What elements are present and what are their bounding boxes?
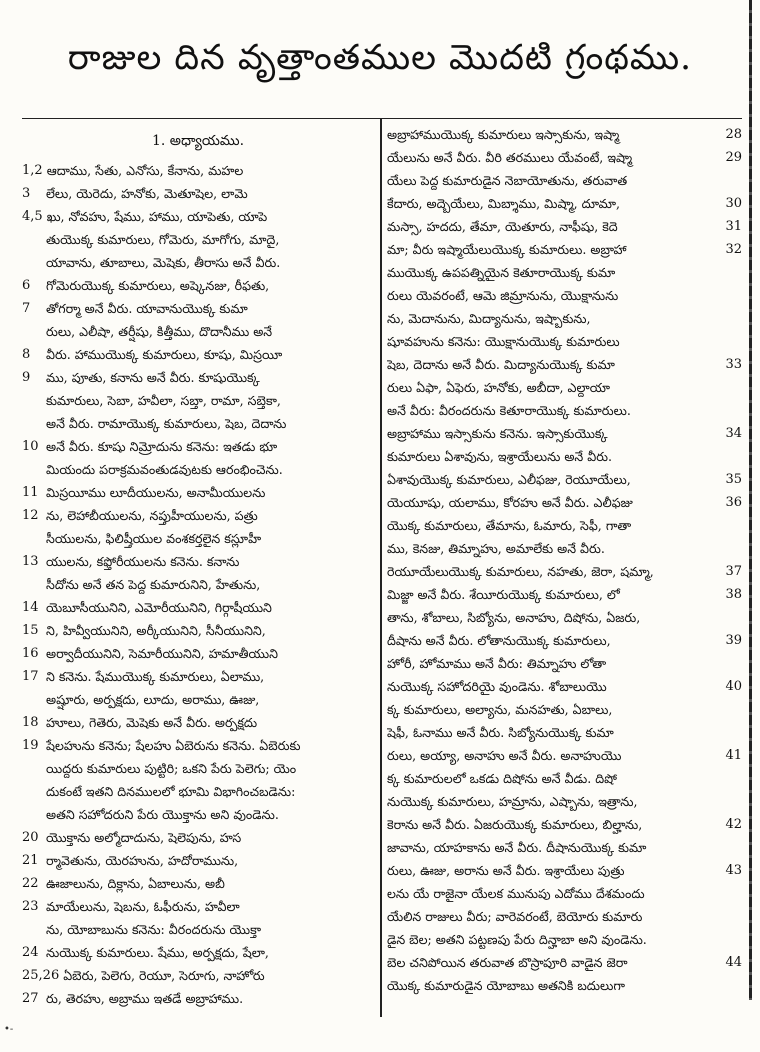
verse-line [22, 734, 374, 757]
verse-line [22, 849, 374, 872]
verse-number: 30 [725, 196, 742, 211]
verse-number: 17 [22, 669, 39, 684]
right-column [387, 123, 742, 997]
verse-line [387, 146, 742, 169]
verse-text: తుయొక్క కుమారులు, గోమెరు, మాగోగు, మాదై, [46, 232, 280, 247]
verse-number: 31 [725, 219, 742, 234]
verse-line [22, 872, 374, 895]
verse-number: 11 [22, 485, 39, 500]
verse-text: క్క కుమారులు, అల్యాను, మనహతు, ఏబాలు, [387, 702, 613, 717]
verse-line [387, 928, 742, 951]
verse-line [387, 606, 742, 629]
verse-number [724, 698, 742, 721]
verse-text: హోరీ, హోమాము అనే వీరు: తిమ్నాహు లోతా [387, 656, 607, 671]
verse-line [22, 642, 374, 665]
verse-number: 25,26 [22, 968, 60, 983]
verse-number [22, 918, 42, 941]
verse-text: ర్మావెతును, యెరహును, హదోరామును, [46, 853, 239, 868]
verse-number [22, 688, 42, 711]
verse-number: 20 [22, 830, 39, 845]
verse-text: అబ్రాహాము ఇస్సాకును కనెను. ఇస్సాకుయొక్క [387, 426, 608, 441]
verse-number: 8 [22, 347, 31, 362]
verse-number: 19 [22, 738, 39, 753]
verse-line [387, 698, 742, 721]
verse-text: ని కనెను. షేముయొక్క కుమారులు, ఏలాము, [46, 669, 265, 684]
verse-text: క్క కుమారులలో ఒకడు దిషోను అనే వీడు. దిషో [387, 771, 617, 786]
verse-line [387, 813, 742, 836]
verse-text: అనే వీరు. కూషు నిమ్రోదును కనెను: ఇతడు భూ [46, 439, 278, 454]
verse-text: కుమారులు ఏశావును, ఇశ్రాయేలును అనే వీరు. [387, 449, 613, 464]
verse-line [387, 261, 742, 284]
verse-line [387, 882, 742, 905]
verse-text: సీయులను, ఫిలిష్తీయుల వంశకర్తలైన కస్లూహీ [46, 531, 262, 546]
verse-line [387, 445, 742, 468]
verse-line [387, 836, 742, 859]
verse-line [22, 159, 374, 182]
verse-number: 3 [22, 186, 31, 201]
verse-text: ఏశావుయొక్క కుమారులు, ఎలీఫజు, రెయూయేలు, [387, 472, 631, 487]
verse-line [387, 399, 742, 422]
verse-line [22, 527, 374, 550]
verse-text: వీరు. హాముయొక్క కుమారులు, కూషు, మిస్రయీ [46, 347, 283, 362]
verse-line [387, 330, 742, 353]
verse-number: 23 [22, 899, 39, 914]
verse-text: షూవహును కనెను: యొక్షానుయొక్క కుమారులు [387, 334, 620, 349]
verse-number [724, 330, 742, 353]
verse-text: యెయూషు, యలాము, కోరహు అనే వీరు. ఎలీఫజు [387, 495, 633, 510]
verse-number [22, 757, 42, 780]
verse-number: 40 [725, 679, 742, 694]
verse-number [724, 905, 742, 928]
verse-number [724, 537, 742, 560]
verse-line [22, 964, 374, 987]
verse-line [387, 583, 742, 606]
verse-line [387, 859, 742, 882]
verse-line [387, 560, 742, 583]
verse-text: యేలును అనే వీరు. వీరి తరములు యేవంటే, ఇష్మా [387, 150, 633, 165]
verse-text: యావాను, తూబాలు, మెషెకు, తీరాసు అనే వీరు. [46, 255, 281, 270]
verse-number [22, 389, 42, 412]
verse-number [22, 228, 42, 251]
verse-text: లేలు, యెరెదు, హనోకు, మెతూషెల, లామె [46, 186, 248, 201]
verse-line [22, 182, 374, 205]
verse-number [724, 261, 742, 284]
verse-line [387, 468, 742, 491]
verse-line [22, 918, 374, 941]
verse-number: 33 [725, 357, 742, 372]
verse-text: అర్వాదీయునిని, సెమారీయునిని, హమాతీయుని [46, 646, 278, 661]
verse-number [724, 767, 742, 790]
verse-text: దుకంటే ఇతని దినములలో భూమి విభాగించబడెను: [46, 784, 296, 799]
verse-text: షెబ, దెదాను అనే వీరు. మిద్యానుయొక్క కుమా [387, 357, 615, 372]
verse-line [22, 481, 374, 504]
verse-number: 6 [22, 278, 31, 293]
verse-text: ను, యోబాబును కనెను: వీరందరును యొక్తా [46, 922, 262, 937]
verse-number: 27 [22, 991, 39, 1006]
verse-number [724, 284, 742, 307]
verse-line [22, 435, 374, 458]
verse-line [22, 895, 374, 918]
verse-number: 24 [22, 945, 39, 960]
verse-text: మిజ్జా అనే వీరు. శేయీరుయొక్క కుమారులు, లో [387, 587, 620, 602]
verse-text: రులు యెవరంటే, ఆమె జిమ్రానును, యొక్షానును [387, 288, 619, 303]
verse-number: 16 [22, 646, 39, 661]
verse-text: కుమారులు, సెబా, హవీలా, సబ్తా, రామా, సబ్తెకా, [46, 393, 281, 408]
verse-line [22, 412, 374, 435]
verse-line [387, 238, 742, 261]
verse-number: 12 [22, 508, 39, 523]
verse-number: 10 [22, 439, 39, 454]
verse-number [22, 458, 42, 481]
verse-line [387, 675, 742, 698]
verse-text: నుయొక్క సహోదరియై వుండెను. శోబాలుయొ [387, 679, 607, 694]
verse-line [387, 905, 742, 928]
verse-number [724, 445, 742, 468]
left-verse-lines [22, 159, 374, 1010]
verse-text: యిద్దరు కుమారులు పుట్టిరి; ఒకని పేరు పెలెగు; యెం [46, 761, 297, 776]
verse-text: ఏబెరు, పెలెగు, రెయూ, సెరూగు, నాహోరు [63, 968, 265, 983]
verse-text: సీదోను అనే తన పెద్ద కుమారునిని, హేతును, [46, 577, 261, 592]
verse-line [22, 987, 374, 1010]
verse-line [387, 721, 742, 744]
verse-number [724, 606, 742, 629]
verse-number: 1,2 [22, 163, 43, 178]
verse-text: ను, మెదానును, మిద్యానును, ఇష్బాకును, [387, 311, 591, 326]
verse-number: 14 [22, 600, 39, 615]
verse-number: 38 [725, 587, 742, 602]
verse-text: ఊజాలును, దిక్లాను, ఏబాలును, అబీ [46, 876, 225, 891]
verse-line [387, 629, 742, 652]
verse-number [724, 399, 742, 422]
binding-edge [749, 0, 752, 1000]
verse-number [724, 169, 742, 192]
verse-line [22, 297, 374, 320]
verse-text: జావాను, యాహకాను అనే వీరు. దీషానుయొక్క కుమా [387, 840, 647, 855]
verse-text: లను యే రాజైనా యేలక మునుపు ఎదోము దేశమందు [387, 886, 645, 901]
verse-text: హూలు, గెతెరు, మెషెకు అనే వీరు. అర్పక్షదు [46, 715, 258, 730]
verse-line [22, 389, 374, 412]
verse-line [387, 537, 742, 560]
verse-line [387, 376, 742, 399]
verse-text: యులను, కఫ్తోరీయులను కనెను. కనాను [46, 554, 240, 569]
verse-number: 43 [725, 863, 742, 878]
verse-line [387, 790, 742, 813]
verse-line [22, 251, 374, 274]
verse-number [724, 307, 742, 330]
verse-text: గోమెరుయొక్క కుమారులు, అష్కెనజు, రీఫతు, [46, 278, 270, 293]
verse-text: మా; వీరు ఇష్మాయేలుయొక్క కుమారులు. అబ్రాహా [387, 242, 627, 257]
verse-text: రెయూయేలుయొక్క కుమారులు, నహతు, జెరా, షమ్మా, [387, 564, 654, 579]
verse-text: ము, కెనజు, తిమ్నాహు, అమాలేకు అనే వీరు. [387, 541, 605, 556]
verse-number: 44 [725, 955, 742, 970]
verse-text: తోగర్మా అనే వీరు. యావానుయొక్క కుమా [46, 301, 248, 316]
verse-text: ముయొక్క ఉపపత్నియైన కెతూరాయొక్క కుమా [387, 265, 616, 280]
right-verse-lines [387, 123, 742, 997]
verse-line [387, 192, 742, 215]
verse-text: రులు, అయ్యా, అనాహు అనే వీరు. అనాహుయొ [387, 748, 622, 763]
verse-text: కేదారు, అద్బెయేలు, మిబ్శాము, మిష్మా, దూమా, [387, 196, 620, 211]
verse-text: కెరాను అనే వీరు. ఏజరుయొక్క కుమారులు, బిల్హాను, [387, 817, 643, 832]
column-divider [380, 119, 382, 1017]
verse-text: తాను, శోబాలు, సిబ్యోను, అనాహు, దిషోను, ఏజరు, [387, 610, 641, 625]
verse-number: 41 [725, 748, 742, 763]
verse-text: ఆదాము, సేతు, ఎనోసు, కేనాను, మహల [46, 163, 244, 178]
verse-text: అనే వీరు: వీరందరును కెతూరాయొక్క కుమారులు. [387, 403, 631, 418]
verse-text: యొక్క కుమారులు, తేమాను, ఓమారు, సెఫీ, గాతా [387, 518, 632, 533]
verse-text: రులు ఏఫా, ఏఫెరు, హనోకు, అబీదా, ఎల్దాయా [387, 380, 610, 395]
verse-line [22, 780, 374, 803]
two-column-body [22, 118, 742, 1019]
verse-line [387, 422, 742, 445]
verse-line [22, 458, 374, 481]
verse-number [724, 790, 742, 813]
verse-line [387, 491, 742, 514]
verse-number: 32 [725, 242, 742, 257]
verse-line [22, 573, 374, 596]
verse-line [387, 284, 742, 307]
verse-number [724, 974, 742, 997]
verse-text: నుయొక్క కుమారులు, హమ్రాను, ఎష్బాను, ఇత్రాను, [387, 794, 638, 809]
verse-number: 21 [22, 853, 39, 868]
verse-line [22, 205, 374, 228]
verse-text: ము, పూతు, కనాను అనే వీరు. కూషుయొక్క [46, 370, 260, 385]
verse-number [22, 251, 42, 274]
verse-text: షేలహును కనెను; షేలహు ఏబెరును కనెను. ఏబెరుకు [46, 738, 301, 753]
verse-number: 29 [725, 150, 742, 165]
verse-text: ని, హివ్వీయునిని, అర్కీయునిని, సీనీయునిని, [46, 623, 266, 638]
verse-number [724, 376, 742, 399]
verse-text: మియందు పరాక్రమవంతుడవుటకు ఆరంభించెను. [46, 462, 283, 477]
verse-text: నుయొక్క కుమారులు. షేము, అర్పక్షదు, షేలా, [46, 945, 269, 960]
verse-number [22, 527, 42, 550]
verse-text: షెఫీ, ఓనాము అనే వీరు. సిబ్యోనుయొక్క కుమా [387, 725, 614, 740]
verse-text: ఖు, నోవహు, షేము, హాము, యాపెతు, యాపె [46, 209, 268, 224]
verse-text: డైన బెల; అతని పట్టణపు పేరు దిన్హాబా అని వుండెను. [387, 932, 647, 947]
verse-number [22, 320, 42, 343]
verse-text: అష్షూరు, అర్పక్షదు, లూదు, అరాము, ఊజు, [46, 692, 260, 707]
verse-line [387, 744, 742, 767]
verse-number: 34 [725, 426, 742, 441]
verse-text: మాయేలును, షెబను, ఓఫీరును, హవీలా [46, 899, 240, 914]
verse-line [22, 665, 374, 688]
verse-line [387, 353, 742, 376]
verse-line [22, 596, 374, 619]
verse-text: బెల చనిపోయిన తరువాత బొస్రాపూరి వాడైన జెరా [387, 955, 628, 970]
verse-number [724, 928, 742, 951]
verse-line [22, 320, 374, 343]
verse-text: యేలు పెద్ద కుమారుడైన నెబాయోతును, తరువాత [387, 173, 628, 188]
verse-number [22, 412, 42, 435]
verse-number: 36 [725, 495, 742, 510]
verse-line [22, 274, 374, 297]
verse-number: 28 [725, 127, 742, 142]
verse-line [22, 504, 374, 527]
verse-text: యెబూసీయునిని, ఎమోరీయునిని, గిర్గాషీయుని [46, 600, 272, 615]
verse-text: రు, తెరహు, అబ్రాము ఇతడే అబ్రాహాము. [46, 991, 244, 1006]
verse-line [387, 974, 742, 997]
verse-text: మస్సా, హదదు, తేమా, యెతూరు, నాఫీషు, కెదె [387, 219, 618, 234]
verse-line [22, 941, 374, 964]
verse-number [724, 836, 742, 859]
verse-text: అనే వీరు. రామాయొక్క కుమారులు, షెబ, దెదాను [46, 416, 287, 431]
verse-line [387, 514, 742, 537]
verse-number: 13 [22, 554, 39, 569]
chapter-heading: 1. అధ్యాయము. [151, 133, 245, 149]
verse-line [22, 826, 374, 849]
verse-text: యొక్క కుమారుడైన యోబాబు అతనికి బదులుగా [387, 978, 625, 993]
verse-line [22, 711, 374, 734]
verse-number: 22 [22, 876, 39, 891]
verse-text: రులు, ఎలీషా, తర్షీషు, కిత్తీము, దొదానీము అనే [46, 324, 273, 339]
verse-number: 15 [22, 623, 39, 638]
verse-number: 42 [725, 817, 742, 832]
verse-line [387, 215, 742, 238]
verse-number: 37 [725, 564, 742, 579]
left-column [22, 123, 374, 1010]
verse-number [724, 882, 742, 905]
verse-number [22, 803, 42, 826]
verse-line [22, 550, 374, 573]
verse-text: దీషాను అనే వీరు. లోతానుయొక్క కుమారులు, [387, 633, 611, 648]
verse-number [724, 652, 742, 675]
verse-text: రులు, ఊజు, అరాను అనే వీరు. ఇశ్రాయేలు పుత్రు [387, 863, 625, 878]
verse-number: 35 [725, 472, 742, 487]
verse-line [387, 307, 742, 330]
verse-line [22, 757, 374, 780]
verse-text: యొక్తాను అల్మోదాదును, షెలెపును, హస [46, 830, 242, 845]
verse-line [22, 228, 374, 251]
verse-line [22, 619, 374, 642]
footer-mark: •- [4, 1024, 14, 1035]
verse-line [387, 767, 742, 790]
page-title: రాజుల దిన వృత్తాంతముల మొదటి గ్రంథము. [67, 38, 693, 78]
verse-text: యేలిన రాజులు వీరు; వారెవరంటే, బెయోరు కుమారు [387, 909, 643, 924]
verse-line [22, 343, 374, 366]
verse-text: ను, లెహాబీయులను, నప్తుహీయులను, పత్రు [46, 508, 258, 523]
verse-number: 4,5 [22, 209, 43, 224]
verse-line [387, 123, 742, 146]
verse-number: 39 [725, 633, 742, 648]
verse-line [387, 169, 742, 192]
verse-number [724, 514, 742, 537]
verse-text: అతని సహోదరుని పేరు యొక్తాను అని వుండెను. [46, 807, 279, 822]
verse-line [22, 803, 374, 826]
verse-number [22, 780, 42, 803]
verse-text: అబ్రాహాముయొక్క కుమారులు ఇస్సాకును, ఇష్మా [387, 127, 620, 142]
verse-number: 18 [22, 715, 39, 730]
verse-line [22, 366, 374, 389]
verse-number [724, 721, 742, 744]
verse-line [22, 688, 374, 711]
verse-number: 7 [22, 301, 31, 316]
verse-line [387, 652, 742, 675]
verse-number: 9 [22, 370, 31, 385]
verse-line [387, 951, 742, 974]
verse-text: మిస్రయీము లూదీయులను, అనామీయులను [46, 485, 266, 500]
verse-number [22, 573, 42, 596]
